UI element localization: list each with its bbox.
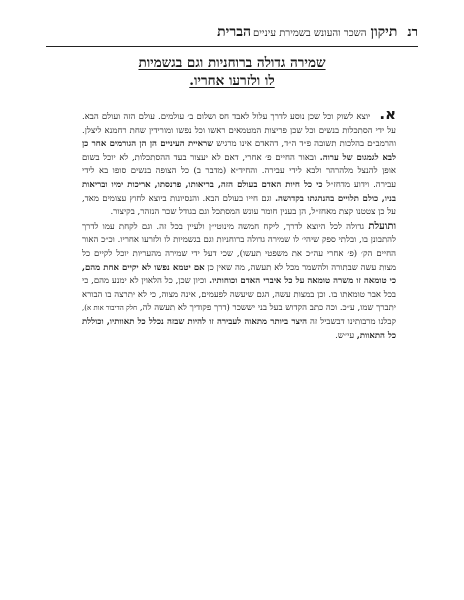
- header-brit: הברית: [217, 24, 251, 40]
- paragraph-b-bold-2: היצר ביותר מתאוה לעבירה זו להיות שבזה נכלל כל תאוותיו, וכוללת כל התאוות,: [82, 316, 396, 341]
- section-title-line-1: שמירה גדולה ברוחניות וגם בגשמיות: [138, 55, 326, 71]
- paragraph-a-bold-2: כי כל חיות האדם בעולם הזה, בריאותו, פרנסתו, אריכות ימיו ובריאות בניו, כולם תלויים בהנהגתו בקדושה.: [82, 179, 396, 204]
- paragraph-b-text-4: עי״ש.: [335, 330, 355, 341]
- paragraph-a-bold-1: שראיית העיניים הן הן הגורמים אחר כן לבא לגמגום של ערוה.: [82, 139, 396, 163]
- paragraph-b-text-2: וכיון שכן, כל הלאוין לא ימנע מהם, כי בכל אבר טומאתו בו. וכן במצות עשה, הגם שיעשה לפעמים, אינה מצוה, כי לא יתרצה בו הבורא יתברך שמו, ע״כ. וכה כתב הקדוש בעל בני יששכר (דרך פקודיך לא תעשה לה,: [82, 276, 396, 314]
- page-number: רנ: [407, 25, 418, 40]
- paragraph-b-bold-1: אם יטמא נפשו לא יקיים אחת מהם, כי טומאה זו משרה טומאה על כל איברי האדם וכוחותיו.: [82, 262, 397, 287]
- book-title: תיקון: [370, 24, 398, 40]
- paragraph-b-lead: ותועלת: [368, 220, 397, 232]
- header-subtitle: השכר והעונש בשמירת עיניים: [253, 28, 367, 39]
- section-title: [80, 54, 384, 90]
- paragraph-b-text-3: קבלנו מרבותינו דבשביל זה: [310, 316, 397, 327]
- paragraph-a-text-2: ובאור החיים פ׳ אחרי, דאם לא יעצור בעד ההסתכלות, לא יוכל בשום אופן להנצל מלהרהר ולבא לידי עבירה. והחיד״א (מדבר ב) כל הצופה בנשים סופו בא לידי עבירה. וידוע מדחז״ל: [82, 152, 397, 190]
- paragraph-b: [82, 220, 396, 343]
- body-text: [82, 105, 397, 343]
- paragraph-b-small-1: חלק הדיבור אות א),: [82, 304, 138, 313]
- paragraph-a-letter: א.: [379, 105, 397, 123]
- header-rule: [46, 46, 418, 47]
- paragraph-b-text-1: גדולה לכל היוצא לדרך, ליקח חמשה מינוטי״ן ולעיין בכל זה. וגם לקחת עמו לדרך להתבונן בו, ובלתי ספק שיהי׳ לו שמירה גדולה ברוחניות וגם בגשמיות לו ולזרעו אחריו. וכ״כ האור החיים הק׳ (פ׳ אחרי עה״כ את משפטי תעשו), שכי דעל ידי שמירה מהעריות יוכל לקיים כל מצות עשה שבתורה ולהשמר מכל לא תעשה, מה שאין כן: [82, 221, 397, 273]
- section-title-line-2: לו ולזרעו אחריו.: [189, 73, 275, 89]
- paragraph-a-text-3: וגם חייו בעולם הבא. והנסיונות ביוצא לחוץ עצומים מאד, על כן צטטנו קצת מאחז״ל, הן בענין חומר עונש המסתכל וגם בגודל שכר הנזהר, בקיצור.: [82, 193, 396, 218]
- paragraph-a-text-1: יוצא לשוק וכל שכן נוסע לדרך עלול לאבד חס ושלום ב׳ עולמים. עולם הזה ועולם הבא. על ידי הסתכלות בנשים וכל שכן פריצות המטמאים ראשו וכל נפשו ומורידין שחת רחמנא ליצלן. והרמב״ם בהלכות תשובה פ״ד ה״ד, דהאדם אינו מרגיש: [82, 112, 397, 150]
- paragraph-a: [82, 105, 397, 220]
- page-header: [46, 24, 418, 44]
